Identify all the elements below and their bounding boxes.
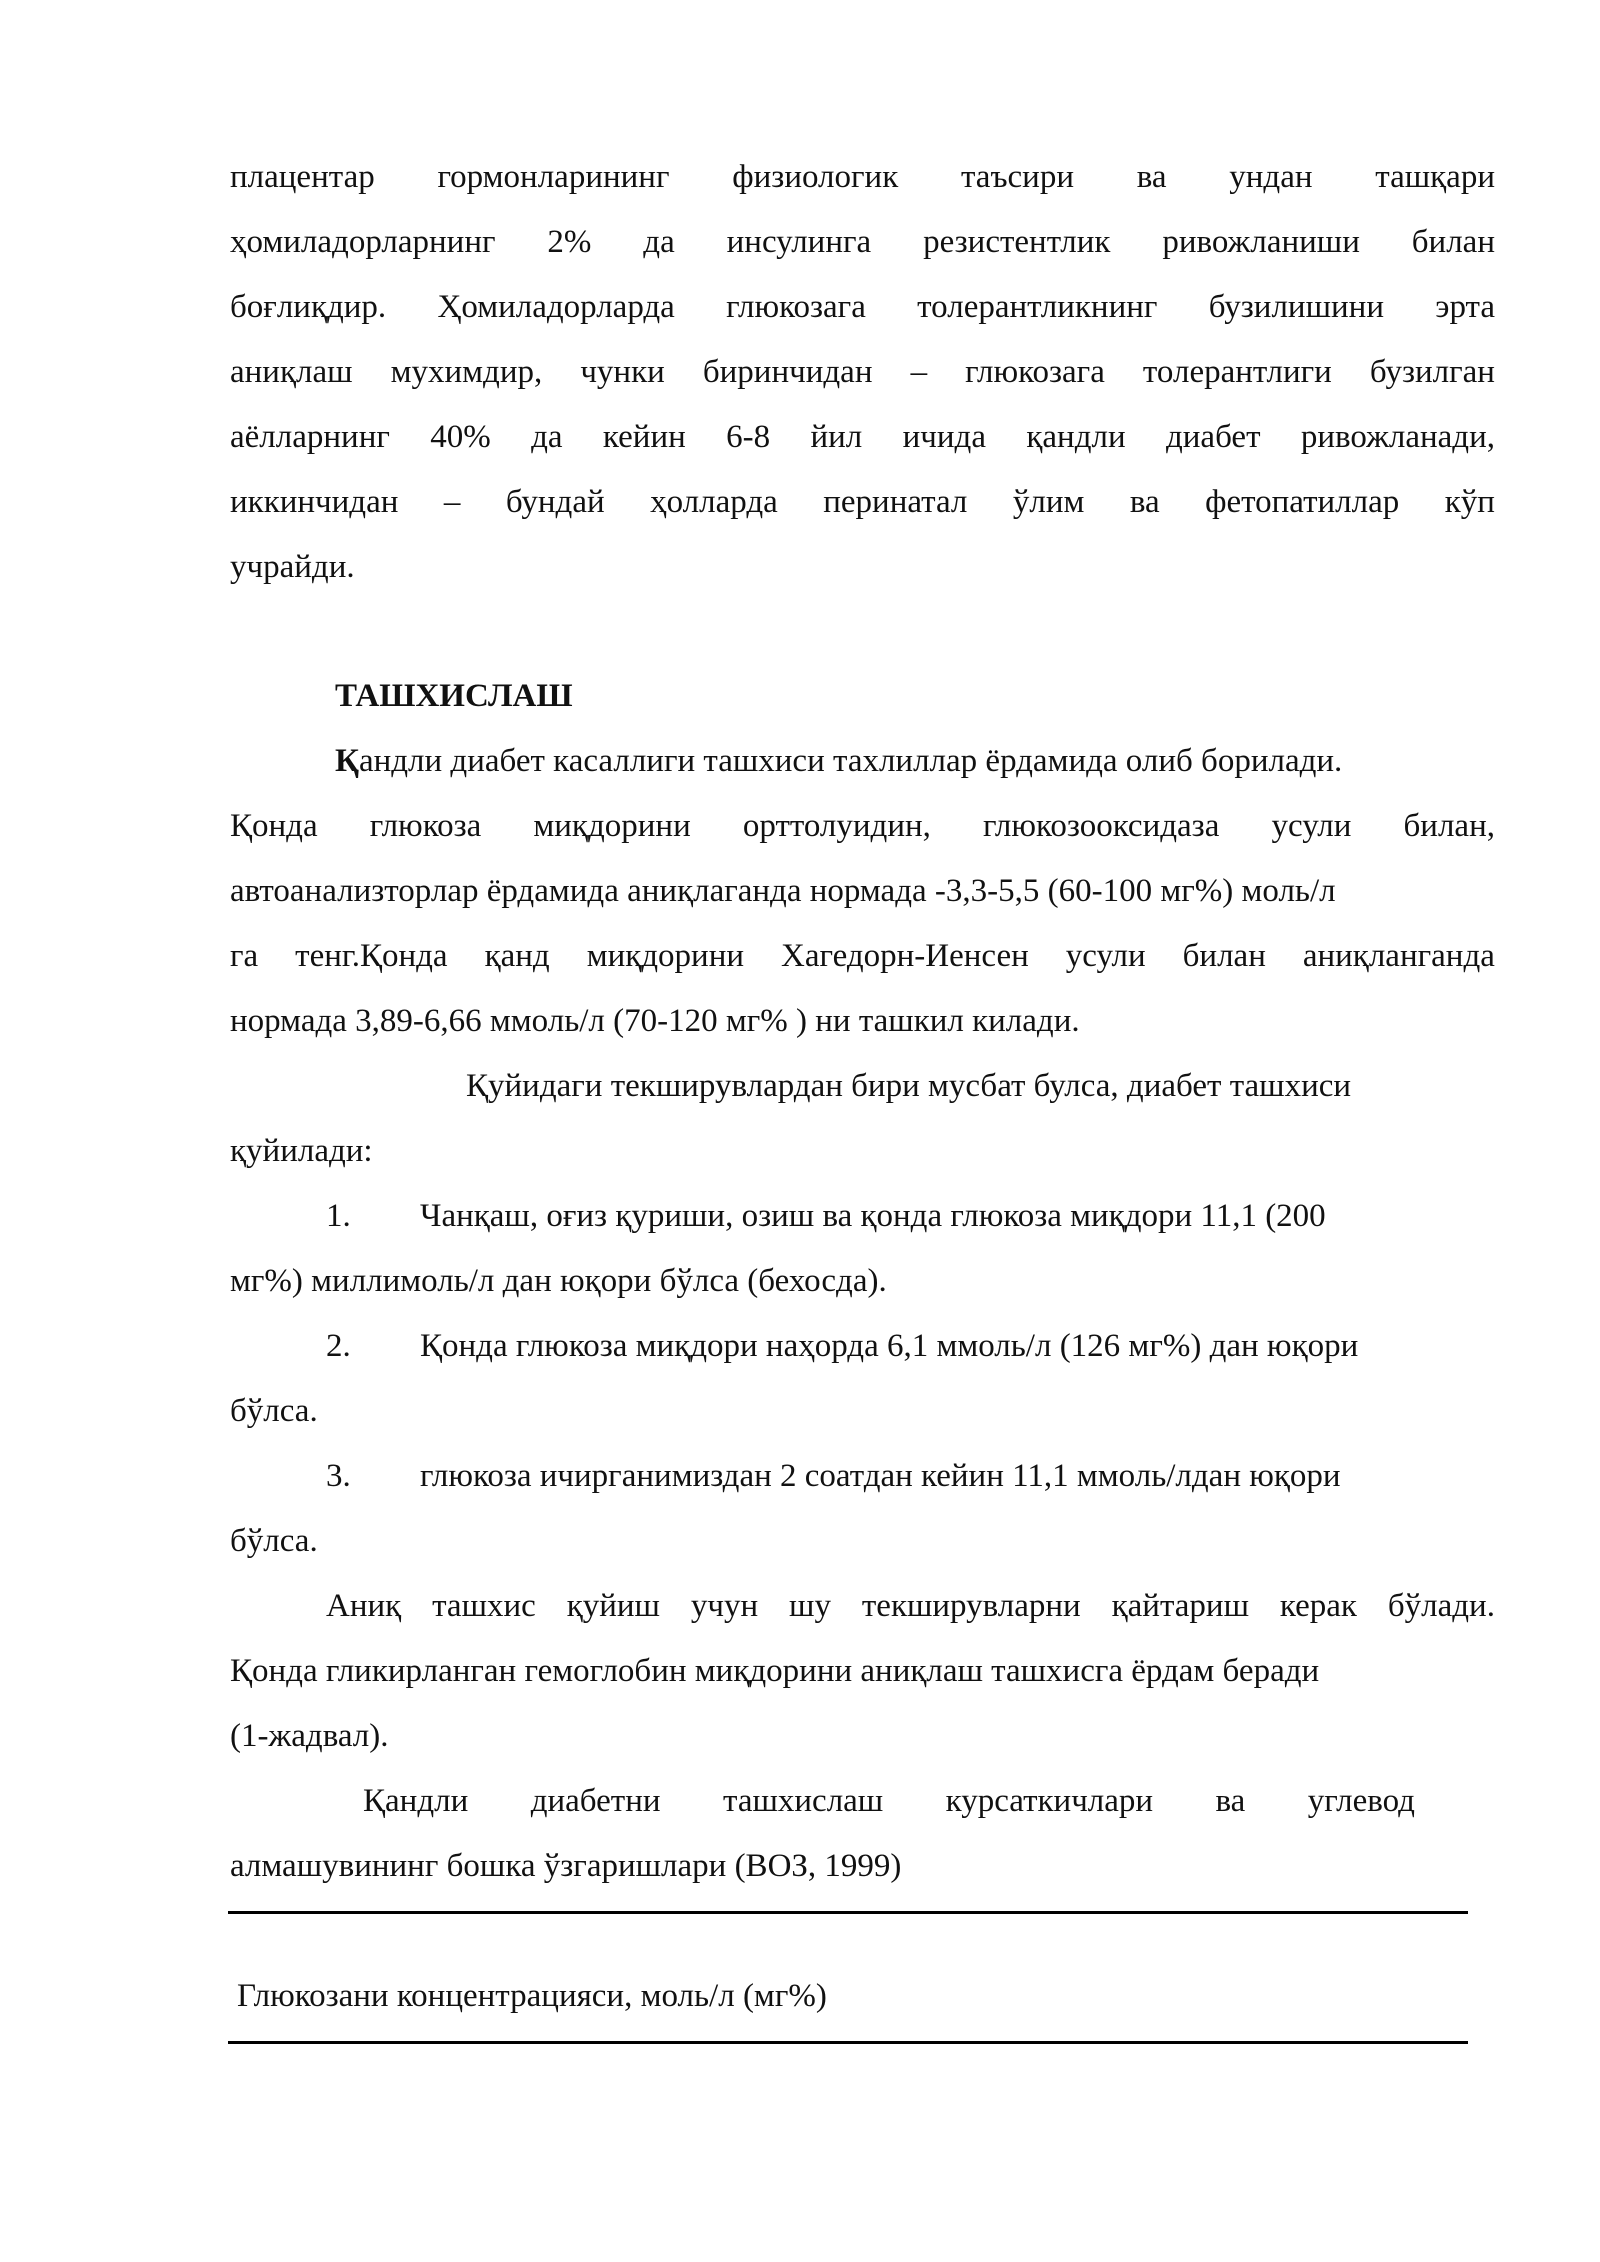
word: ривожланиши	[1162, 224, 1360, 260]
drop-letter: Қ	[335, 743, 359, 779]
intro-line-3	[230, 287, 1495, 327]
table-header-rule	[228, 2041, 1468, 2044]
word: инсулинга	[726, 224, 872, 260]
word: биринчидан	[702, 354, 873, 390]
word: ўлим	[1012, 484, 1085, 520]
word: Хагедорн-Иенсен	[781, 938, 1029, 974]
word: физиологик	[732, 159, 899, 195]
word: бузилган	[1369, 354, 1495, 390]
word: аниқлаш	[230, 354, 353, 390]
word: ва	[1129, 484, 1160, 520]
intro-line-4	[230, 352, 1495, 392]
word: қуйиш	[566, 1588, 660, 1624]
list-item-1-number: 1.	[326, 1198, 351, 1234]
word: шу	[789, 1588, 831, 1624]
word: ташхислаш	[723, 1783, 884, 1819]
confirm-line-3: (1-жадвал).	[230, 1718, 389, 1754]
word: 2%	[547, 224, 592, 260]
word: Қонда	[230, 808, 318, 844]
word: ҳолларда	[650, 484, 778, 520]
word: 6-8	[726, 419, 771, 455]
word: ташқари	[1375, 159, 1495, 195]
criteria-intro-line-2: қуйилади:	[230, 1133, 373, 1169]
word: глюкозооксидаза	[983, 808, 1220, 844]
word: гормонларининг	[437, 159, 670, 195]
intro-last-line: учрайди.	[230, 549, 355, 585]
word: толерантлиги	[1142, 354, 1332, 390]
word: иккинчидан	[230, 484, 399, 520]
word: диабетни	[530, 1783, 661, 1819]
word: чунки	[580, 354, 665, 390]
word: диабет	[1165, 419, 1261, 455]
word: Ҳомиладорларда	[437, 289, 675, 325]
word: глюкозага	[726, 289, 866, 325]
word: ундан	[1229, 159, 1313, 195]
word: резистентлик	[923, 224, 1111, 260]
word: –	[910, 354, 928, 390]
word: усули	[1065, 938, 1146, 974]
diagnosis-line-1-text: андли диабет касаллиги ташхиси тахлиллар ёрдамида олиб борилади.	[358, 743, 1343, 779]
word: фетопатиллар	[1205, 484, 1400, 520]
word: –	[443, 484, 461, 520]
word: керак	[1279, 1588, 1357, 1624]
word: бузилишини	[1208, 289, 1384, 325]
word: плацентар	[230, 159, 375, 195]
word: тенг.Қонда	[295, 938, 448, 974]
list-item-3-line-2: бўлса.	[230, 1523, 318, 1559]
word: учун	[690, 1588, 759, 1624]
word: ва	[1136, 159, 1167, 195]
word: да	[643, 224, 675, 260]
word: билан	[1182, 938, 1266, 974]
list-item-3-line-1: глюкоза ичирганимиздан 2 соатдан кейин 11,1 ммоль/лдан юқори	[420, 1458, 1341, 1494]
word: Қандли	[363, 1783, 469, 1819]
list-item-3-number: 3.	[326, 1458, 351, 1494]
word: билан,	[1403, 808, 1495, 844]
word: Аниқ	[326, 1588, 402, 1624]
intro-line-5	[230, 417, 1495, 457]
word: қандли	[1026, 419, 1126, 455]
word: орттолуидин,	[742, 808, 931, 844]
confirm-line-2: Қонда гликирланган гемоглобин миқдорини аниқлаш ташхисга ёрдам беради	[230, 1653, 1320, 1689]
table-top-rule	[228, 1911, 1468, 1914]
criteria-intro-line-1: Қуйидаги текширувлардан бири мусбат булса, диабет ташхиси	[466, 1068, 1352, 1104]
confirm-line-1	[326, 1586, 1495, 1626]
word: йил	[810, 419, 863, 455]
word: га	[230, 938, 259, 974]
word: кўп	[1444, 484, 1495, 520]
list-item-1-line-2: мг%) миллимоль/л дан юқори бўлса (бехосда).	[230, 1263, 887, 1299]
word: миқдорини	[586, 938, 745, 974]
diagnosis-line-3: автоанализторлар ёрдамида аниқлаганда нормада -3,3-5,5 (60-100 мг%) моль/л	[230, 873, 1336, 909]
word: усули	[1271, 808, 1352, 844]
diagnosis-line-2	[230, 806, 1495, 846]
word: углевод	[1307, 1783, 1415, 1819]
list-item-2-line-1: Қонда глюкоза миқдори наҳорда 6,1 ммоль/л (126 мг%) дан юқори	[420, 1328, 1359, 1364]
intro-line-1	[230, 157, 1495, 197]
word: ташхис	[432, 1588, 536, 1624]
word: қайтариш	[1111, 1588, 1249, 1624]
word: курсаткичлари	[945, 1783, 1154, 1819]
list-item-2-number: 2.	[326, 1328, 351, 1364]
word: қанд	[484, 938, 550, 974]
list-item-1-line-1: Чанқаш, оғиз қуриши, озиш ва қонда глюкоза миқдори 11,1 (200	[420, 1198, 1326, 1234]
word: 40%	[430, 419, 491, 455]
word: ва	[1215, 1783, 1246, 1819]
word: миқдорини	[533, 808, 691, 844]
word: аниқланганда	[1302, 938, 1495, 974]
word: ичида	[902, 419, 986, 455]
diagnosis-line-1	[335, 741, 1342, 781]
intro-line-6	[230, 482, 1495, 522]
word: аёлларнинг	[230, 419, 390, 455]
diagnosis-line-5: нормада 3,89-6,66 ммоль/л (70-120 мг% ) ни ташкил килади.	[230, 1003, 1080, 1039]
list-item-2-line-2: бўлса.	[230, 1393, 318, 1429]
word: глюкоза	[369, 808, 482, 844]
word: глюкозага	[965, 354, 1105, 390]
word: перинатал	[823, 484, 968, 520]
word: эрта	[1435, 289, 1495, 325]
table-caption-line-1	[363, 1781, 1415, 1821]
word: толерантликнинг	[917, 289, 1158, 325]
table-caption-line-2: алмашувининг бошка ўзгаришлари (ВОЗ, 1999)	[230, 1848, 902, 1884]
word: билан	[1411, 224, 1495, 260]
word: бундай	[505, 484, 605, 520]
table-header-cell: Глюкозани концентрацияси, моль/л (мг%)	[237, 1978, 827, 2014]
word: боғлиқдир.	[230, 289, 387, 325]
intro-line-2	[230, 222, 1495, 262]
word: да	[531, 419, 563, 455]
section-heading: ТАШХИСЛАШ	[335, 678, 573, 714]
word: таъсири	[960, 159, 1074, 195]
diagnosis-line-4	[230, 936, 1495, 976]
word: мухимдир,	[390, 354, 543, 390]
word: ривожланади,	[1300, 419, 1495, 455]
word: кейин	[602, 419, 686, 455]
word: текширувларни	[861, 1588, 1081, 1624]
word: бўлади.	[1387, 1588, 1495, 1624]
word: ҳомиладорларнинг	[230, 224, 496, 260]
